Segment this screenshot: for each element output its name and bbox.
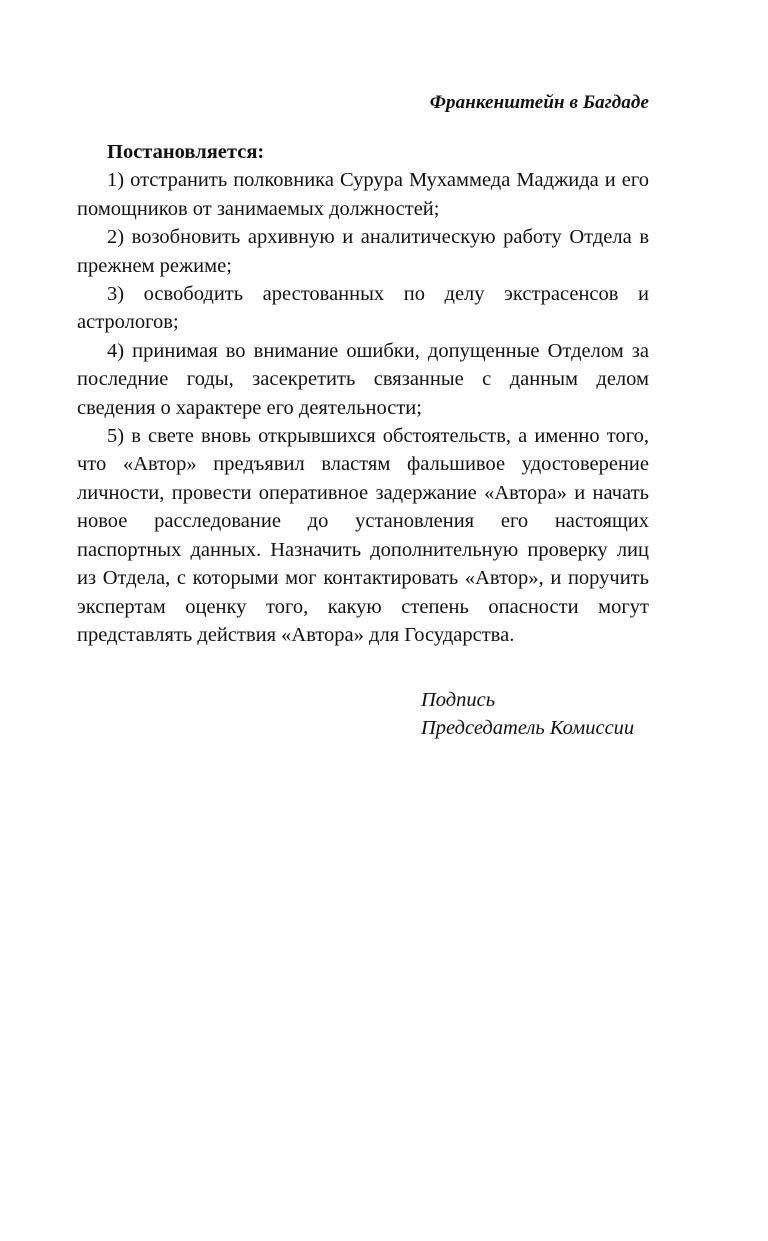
resolution-item-4: 4) принимая во внимание ошибки, допущенные Отделом за последние годы, засекретить связанные с данным делом сведения о характере его деятельности; bbox=[77, 339, 649, 419]
resolution-item-1: 1) отстранить полковника Сурура Мухаммеда Маджида и его помощников от занимаемых должностей; bbox=[77, 169, 649, 220]
resolution-item-2: 2) возобновить архивную и аналитическую работу Отдела в прежнем режиме; bbox=[77, 226, 649, 277]
resolution-heading: Постановляется: bbox=[107, 141, 265, 163]
resolution-body bbox=[77, 138, 649, 649]
running-header: Франкенштейн в Багдаде bbox=[429, 92, 649, 113]
signature-label: Подпись bbox=[421, 689, 496, 711]
resolution-item-5: 5) в свете вновь открывшихся обстоятельств, а именно того, что «Автор» предъявил властям фальшивое удостоверение личности, провести оперативное задержание «Автора» и начать новое расследование до установления его настоящих паспортных данных. Назначить дополнительную проверку лиц из Отдела, с которыми мог контактировать «Автор», и поручить экспертам оценку того, какую степень опасности могут представлять действия «Автора» для Государства. bbox=[77, 425, 649, 646]
signature-block bbox=[421, 686, 634, 743]
resolution-item-3: 3) освободить арестованных по делу экстрасенсов и астрологов; bbox=[77, 283, 649, 334]
signature-title: Председатель Комиссии bbox=[421, 717, 635, 740]
